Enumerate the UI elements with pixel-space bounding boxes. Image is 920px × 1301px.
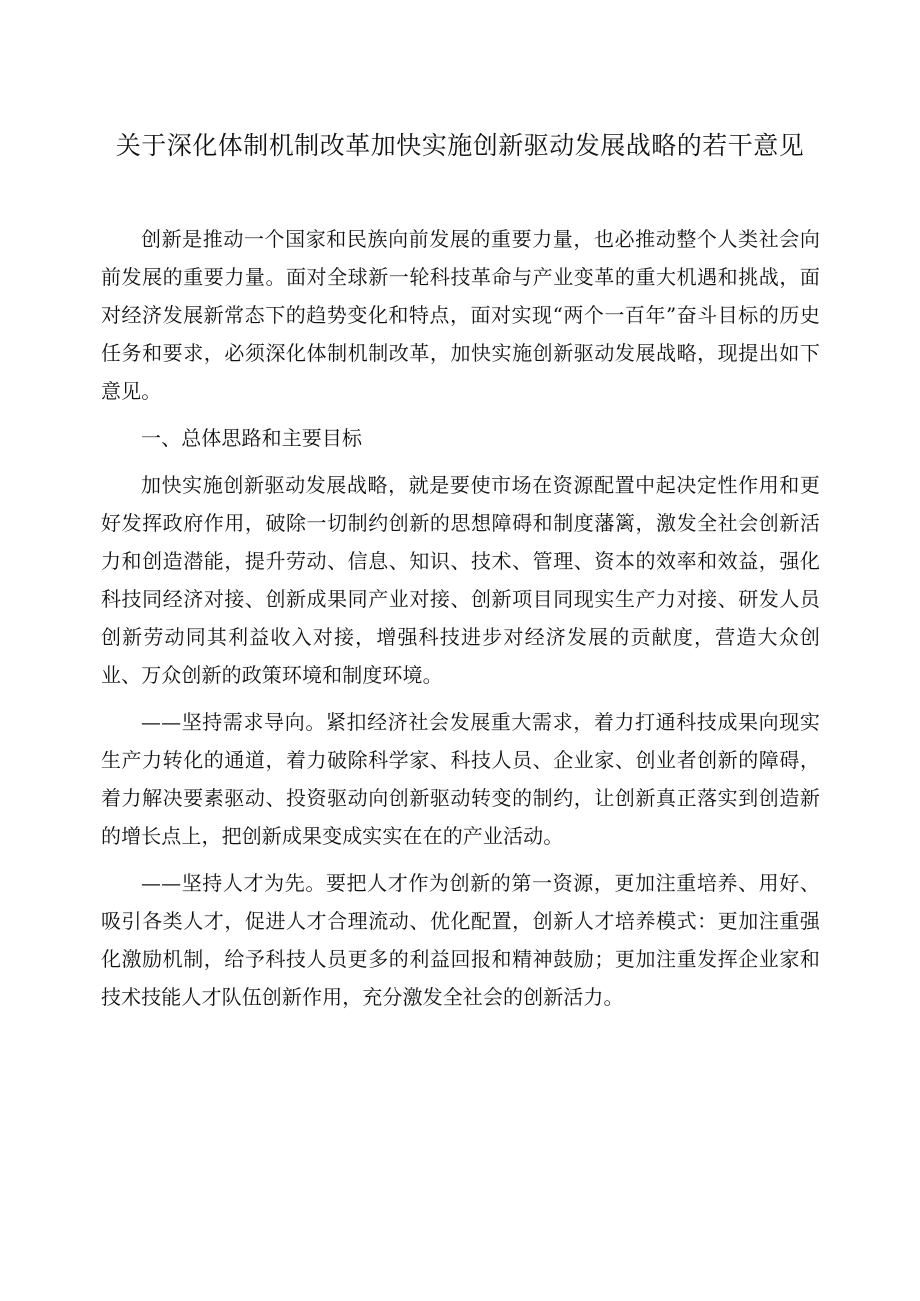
paragraph-overview: 加快实施创新驱动发展战略，就是要使市场在资源配置中起决定性作用和更好发挥政府作用，破除一切制约创新的思想障碍和制度藩篱，激发全社会创新活力和创造潜能，提升劳动、信息、知识、技术、管理、资本的效率和效益，强化科技同经济对接、创新成果同产业对接、创新项目同现实生产力对接、研发人员创新劳动同其利益收入对接，增强科技进步对经济发展的贡献度，营造大众创业、万众创新的政策环境和制度环境。 xyxy=(101,473,820,687)
section-heading-1: 一、总体思路和主要目标 xyxy=(141,426,363,450)
paragraph-intro: 创新是推动一个国家和民族向前发展的重要力量，也必推动整个人类社会向前发展的重要力量。面对全球新一轮科技革命与产业变革的重大机遇和挑战，面对经济发展新常态下的趋势变化和特点，面对实现“两个一百年”奋斗目标的历史任务和要求，必须深化体制机制改革，加快实施创新驱动发展战略，现提出如下意见。 xyxy=(101,227,820,403)
document-title: 关于深化体制机制改革加快实施创新驱动发展战略的若干意见 xyxy=(115,131,805,160)
paragraph-talent-first: ——坚持人才为先。要把人才作为创新的第一资源，更加注重培养、用好、吸引各类人才，促进人才合理流动、优化配置，创新人才培养模式：更加注重强化激励机制，给予科技人员更多的利益回报和精神鼓励；更加注重发挥企业家和技术技能人才队伍创新作用，充分激发全社会的创新活力。 xyxy=(101,871,820,1009)
document-body xyxy=(101,220,820,1025)
paragraph-demand-oriented: ——坚持需求导向。紧扣经济社会发展重大需求，着力打通科技成果向现实生产力转化的通道，着力破除科学家、科技人员、企业家、创业者创新的障碍，着力解决要素驱动、投资驱动向创新驱动转变的制约，让创新真正落实到创造新的增长点上，把创新成果变成实实在在的产业活动。 xyxy=(101,710,820,848)
